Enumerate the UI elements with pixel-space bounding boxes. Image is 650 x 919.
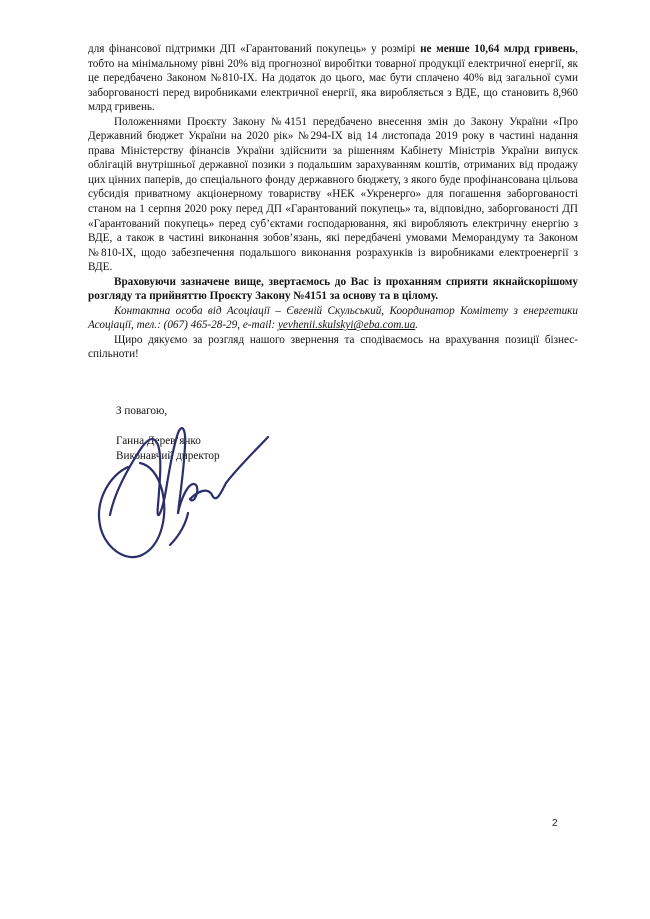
letter-body [88, 42, 578, 362]
paragraph-contact: Контактна особа від Асоціації – Євгеній Скульський, Координатор Комітету з енергетики Асоціації, тел.: (067) 465-28-29, e-mail: yevhenii.skulskyi@eba.com.ua. [88, 304, 578, 332]
paragraph-request [88, 275, 578, 304]
handwritten-signature [70, 395, 290, 570]
contact-email-link[interactable]: yevhenii.skulskyi@eba.com.ua [277, 319, 416, 332]
page-number: 2 [552, 818, 558, 829]
signatory-name: Ганна Дерев’янко [116, 435, 201, 447]
request-text: Враховуючи зазначене вище, звертаємось до Вас із проханням сприяти якнайскорішому розгляду та прийняттю Проєкту Закону №4151 за основу та в цілому. [88, 275, 578, 303]
paragraph-funding: для фінансової підтримки ДП «Гарантований покупець» у розмірі не менше 10,64 млрд гривень, тобто на мінімальному рівні 20% від прогнозної виробітки товарної продукції електричної енергії, як це передбачено Законом №810-IX. На додаток до цього, має бути сплачено 40% від загальної суми заборгованості перед виробниками електричної енергії, яка виробляється з ВДЕ, що становить 8,960 млрд гривень. [88, 43, 578, 114]
funding-amount: не менше 10,64 млрд гривень [420, 43, 576, 55]
paragraph-thanks: Щиро дякуємо за розгляд нашого звернення та сподіваємось на врахування позиції бізнес-спільноти! [88, 333, 578, 361]
paragraph-draft-law: Положеннями Проєкту Закону №4151 передбачено внесення змін до Закону України «Про Державний бюджет України на 2020 рік» №294-IX від 14 листопада 2019 року в частині надання права Міністерству фінансів України здійснити за рішенням Кабінету Міністрів України випуск облігацій внутрішньої державної позики з подальшим зарахуванням коштів, отриманих від продажу цих цінних паперів, до спеціального фонду державного бюджету, з якого буде профінансована цільова субсидія приватному акціонерному товариству «НЕК «Укренерго» для погашення заборгованості станом на 1 серпня 2020 року перед ДП «Гарантований покупець» та, відповідно, заборгованості ДП «Гарантований покупець» перед суб’єктами господарювання, які виробляють електричну енергію з ВДЕ, а також в частині виконання зобов’язань, які передбачені умовами Меморандуму та Законом №810-IX, щодо забезпечення подальшого виконання розрахунків із виробниками електроенергії з ВДЕ. [88, 115, 578, 274]
signatory-title: Виконавчий директор [116, 450, 220, 462]
closing-phrase: З повагою, [116, 405, 168, 417]
